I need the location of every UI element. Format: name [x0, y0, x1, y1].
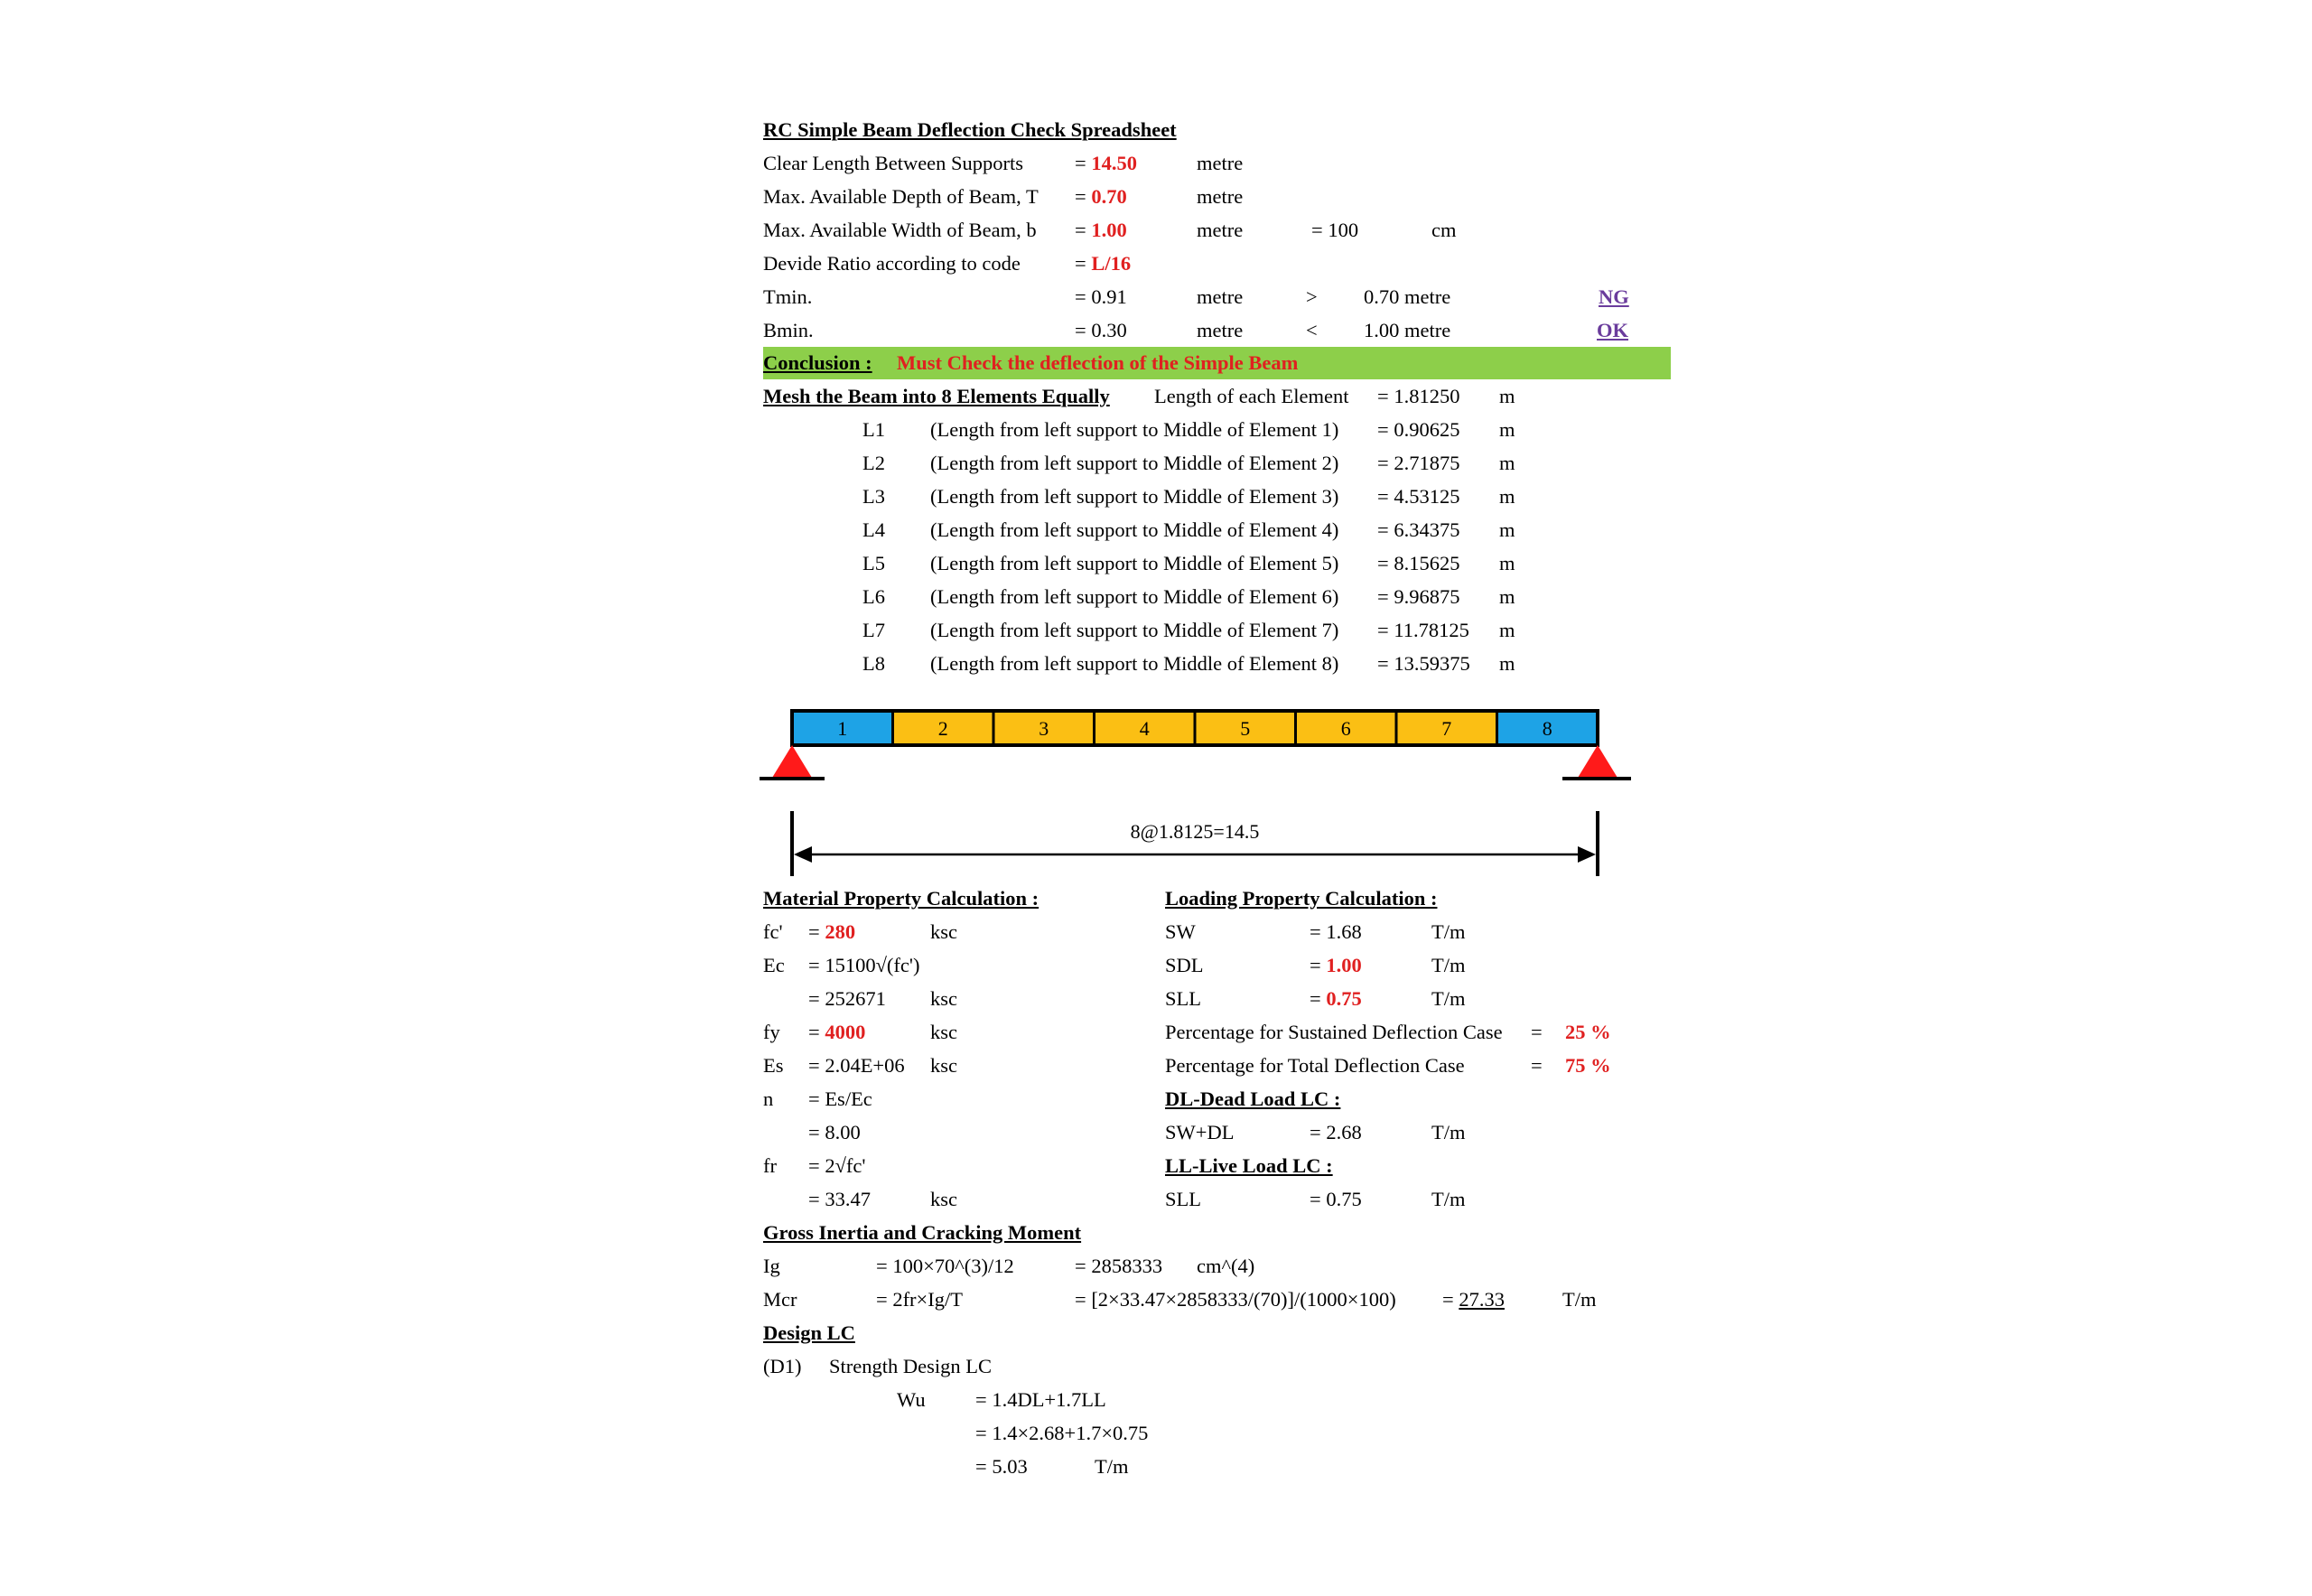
input-alt-value-width: = 100: [1311, 219, 1359, 241]
check-value-tmin: = 0.91: [1075, 285, 1127, 308]
mesh-row-value: = 6.34375: [1377, 518, 1460, 541]
loading-unit-sw: T/m: [1431, 920, 1466, 943]
mesh-row-unit: m: [1499, 619, 1515, 641]
input-unit-width: metre: [1197, 219, 1244, 241]
material-value: = 2√fc': [808, 1154, 866, 1177]
check-value-bmin: = 0.30: [1075, 319, 1127, 341]
design-line-2: = 1.4×2.68+1.7×0.75: [975, 1422, 1149, 1444]
mesh-row-value: = 9.96875: [1377, 585, 1460, 608]
dl-unit: T/m: [1431, 1121, 1466, 1143]
loading-label-sdl: SDL: [1165, 954, 1204, 976]
pct-total-label: Percentage for Total Deflection Case: [1165, 1054, 1465, 1077]
mesh-row-unit: m: [1499, 418, 1515, 441]
mesh-row-value: = 13.59375: [1377, 652, 1470, 675]
mesh-row-unit: m: [1499, 652, 1515, 675]
dl-value: = 2.68: [1310, 1121, 1362, 1143]
mesh-length-label: Length of each Element: [1154, 385, 1349, 407]
loading-value-sw: = 1.68: [1310, 920, 1362, 943]
loading-label-sw: SW: [1165, 920, 1196, 943]
check-compare-bmin: 1.00 metre: [1364, 319, 1451, 341]
material-value: = 33.47: [808, 1188, 871, 1210]
loading-unit-sdl: T/m: [1431, 954, 1466, 976]
input-label-clear-length: Clear Length Between Supports: [763, 152, 1024, 174]
material-value: = 8.00: [808, 1121, 861, 1143]
ll-label: SLL: [1165, 1188, 1202, 1210]
mesh-heading: Mesh the Beam into 8 Elements Equally: [763, 385, 1110, 407]
mesh-row-desc: (Length from left support to Middle of Element 3): [930, 485, 1339, 508]
mesh-row-desc: (Length from left support to Middle of Element 4): [930, 518, 1339, 541]
dl-heading: DL-Dead Load LC :: [1165, 1087, 1341, 1110]
input-alt-unit-width: cm: [1431, 219, 1457, 241]
beam-element-label: 1: [837, 717, 848, 740]
check-label-tmin: Tmin.: [763, 285, 813, 308]
pct-total-eq: =: [1531, 1054, 1543, 1077]
material-symbol: fy: [763, 1021, 780, 1043]
input-value-depth: = 0.70: [1075, 185, 1127, 208]
ll-value: = 0.75: [1310, 1188, 1362, 1210]
mesh-row-value: = 4.53125: [1377, 485, 1460, 508]
input-unit-clear-length: metre: [1197, 152, 1244, 174]
page-title: RC Simple Beam Deflection Check Spreadsheet: [763, 118, 1177, 141]
mesh-row-value: = 11.78125: [1377, 619, 1469, 641]
dimension-arrow-left: [794, 846, 812, 863]
check-unit-bmin: metre: [1197, 319, 1244, 341]
loading-unit-sll: T/m: [1431, 987, 1466, 1010]
mcr-formula: = 2fr×Ig/T: [876, 1288, 963, 1311]
mesh-row-unit: m: [1499, 485, 1515, 508]
pct-sustained-value: 25 %: [1565, 1021, 1611, 1043]
check-compare-tmin: 0.70 metre: [1364, 285, 1451, 308]
mesh-row-id: L7: [862, 619, 885, 641]
mesh-row-id: L6: [862, 585, 885, 608]
material-symbol: n: [763, 1087, 774, 1110]
mesh-row-unit: m: [1499, 552, 1515, 574]
mesh-row-desc: (Length from left support to Middle of Element 7): [930, 619, 1339, 641]
design-case-name: Strength Design LC: [829, 1355, 992, 1377]
design-heading: Design LC: [763, 1321, 855, 1344]
design-unit: T/m: [1095, 1455, 1129, 1478]
input-value-clear-length: = 14.50: [1075, 152, 1137, 174]
check-result-tmin[interactable]: NG: [1599, 285, 1629, 308]
ig-symbol: Ig: [763, 1255, 780, 1277]
input-value-ratio: = L/16: [1075, 252, 1132, 275]
check-op-bmin: <: [1306, 319, 1318, 341]
check-result-bmin[interactable]: OK: [1597, 319, 1629, 341]
loading-heading: Loading Property Calculation :: [1165, 887, 1438, 910]
inertia-heading: Gross Inertia and Cracking Moment: [763, 1221, 1082, 1244]
design-wu-symbol: Wu: [897, 1388, 926, 1411]
mesh-length-unit: m: [1499, 385, 1515, 407]
mesh-row-value: = 0.90625: [1377, 418, 1460, 441]
design-line-1: = 1.4DL+1.7LL: [975, 1388, 1106, 1411]
dl-label: SW+DL: [1165, 1121, 1235, 1143]
material-symbol: fr: [763, 1154, 777, 1177]
material-symbol: Ec: [763, 954, 785, 976]
beam-element-label: 5: [1240, 717, 1251, 740]
material-unit: ksc: [930, 1188, 957, 1210]
mcr-unit: T/m: [1562, 1288, 1597, 1311]
mcr-expanded: = [2×33.47×2858333/(70)]/(1000×100): [1075, 1288, 1396, 1311]
input-label-width: Max. Available Width of Beam, b: [763, 219, 1037, 241]
conclusion-label: Conclusion :: [763, 351, 872, 374]
mesh-row-unit: m: [1499, 585, 1515, 608]
material-unit: ksc: [930, 920, 957, 943]
check-label-bmin: Bmin.: [763, 319, 814, 341]
dimension-label: 8@1.8125=14.5: [1130, 820, 1260, 843]
loading-label-sll: SLL: [1165, 987, 1202, 1010]
check-op-tmin: >: [1306, 285, 1318, 308]
beam-element-label: 4: [1139, 717, 1150, 740]
dimension-arrow-right: [1578, 846, 1596, 863]
mesh-row-id: L2: [862, 452, 885, 474]
material-unit: ksc: [930, 1054, 957, 1077]
beam-element-label: 2: [937, 717, 948, 740]
right-support-triangle: [1578, 745, 1617, 778]
material-unit: ksc: [930, 1021, 957, 1043]
mcr-value-eq: = 27.33: [1442, 1288, 1505, 1311]
mesh-row-unit: m: [1499, 518, 1515, 541]
ig-formula: = 100×70^(3)/12: [876, 1255, 1014, 1277]
design-line-3: = 5.03: [975, 1455, 1028, 1478]
ig-unit: cm^(4): [1197, 1255, 1255, 1277]
mesh-row-desc: (Length from left support to Middle of Element 5): [930, 552, 1339, 574]
beam-element-label: 8: [1542, 717, 1552, 740]
mcr-symbol: Mcr: [763, 1288, 797, 1311]
material-symbol: Es: [763, 1054, 784, 1077]
mesh-row-desc: (Length from left support to Middle of Element 2): [930, 452, 1339, 474]
beam-element-label: 6: [1340, 717, 1351, 740]
input-unit-depth: metre: [1197, 185, 1244, 208]
pct-sustained-eq: =: [1531, 1021, 1543, 1043]
material-value: = 2.04E+06: [808, 1054, 905, 1077]
mesh-row-value: = 2.71875: [1377, 452, 1460, 474]
loading-value-sdl: = 1.00: [1310, 954, 1362, 976]
left-support-triangle: [772, 745, 812, 778]
conclusion-text: Must Check the deflection of the Simple Beam: [897, 351, 1299, 374]
design-case-id: (D1): [763, 1355, 802, 1377]
ll-heading: LL-Live Load LC :: [1165, 1154, 1333, 1177]
material-symbol: fc': [763, 920, 783, 943]
input-label-depth: Max. Available Depth of Beam, T: [763, 185, 1039, 208]
ig-value: = 2858333: [1075, 1255, 1163, 1277]
check-unit-tmin: metre: [1197, 285, 1244, 308]
mesh-row-unit: m: [1499, 452, 1515, 474]
mesh-row-value: = 8.15625: [1377, 552, 1460, 574]
material-value: = Es/Ec: [808, 1087, 872, 1110]
mcr-value: 27.33: [1459, 1288, 1505, 1311]
mesh-row-id: L5: [862, 552, 885, 574]
material-unit: ksc: [930, 987, 957, 1010]
mesh-row-desc: (Length from left support to Middle of Element 8): [930, 652, 1339, 675]
mesh-row-id: L8: [862, 652, 885, 675]
mesh-row-desc: (Length from left support to Middle of Element 1): [930, 418, 1339, 441]
input-label-ratio: Devide Ratio according to code: [763, 252, 1021, 275]
beam-element-label: 7: [1441, 717, 1452, 740]
mesh-row-id: L1: [862, 418, 885, 441]
pct-total-value: 75 %: [1565, 1054, 1611, 1077]
loading-value-sll: = 0.75: [1310, 987, 1362, 1010]
mesh-row-desc: (Length from left support to Middle of Element 6): [930, 585, 1339, 608]
ll-unit: T/m: [1431, 1188, 1466, 1210]
material-value: = 4000: [808, 1021, 866, 1043]
beam-element-label: 3: [1039, 717, 1049, 740]
input-value-width: = 1.00: [1075, 219, 1127, 241]
mesh-length-value: = 1.81250: [1377, 385, 1460, 407]
pct-sustained-label: Percentage for Sustained Deflection Case: [1165, 1021, 1503, 1043]
material-value: = 252671: [808, 987, 886, 1010]
mesh-row-id: L3: [862, 485, 885, 508]
material-heading: Material Property Calculation :: [763, 887, 1039, 910]
material-value: = 280: [808, 920, 856, 943]
mesh-row-id: L4: [862, 518, 885, 541]
material-value: = 15100√(fc'): [808, 954, 920, 976]
